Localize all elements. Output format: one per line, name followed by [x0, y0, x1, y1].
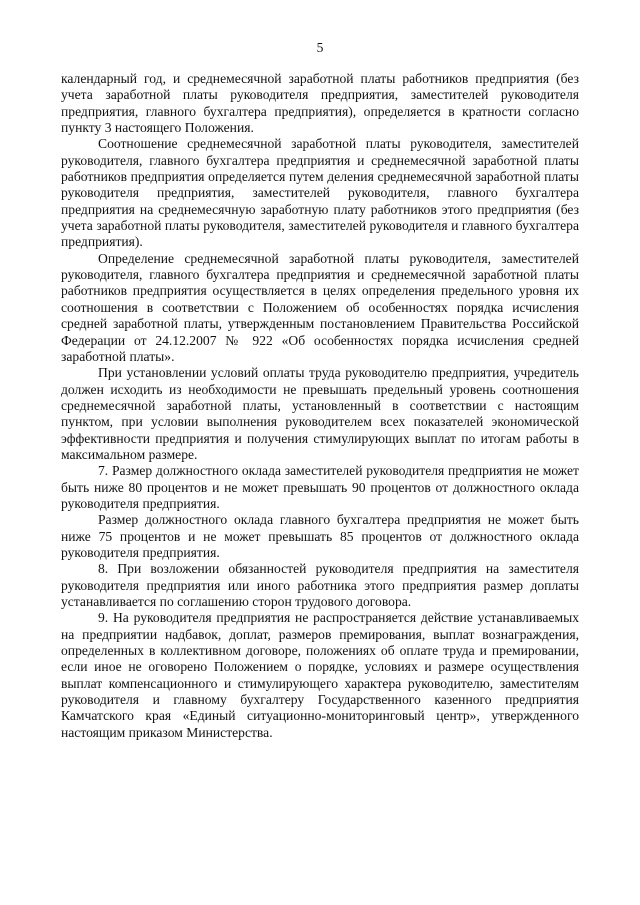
paragraph-average-salary: Определение среднемесячной заработной платы руководителя, заместителей руководителя, главного бухгалтера предприятия и среднемесячной заработной платы работников предприятия осуществляется в целях определения предельного уровня их соотношения в соответствии с Положением об особенностях порядка исчисления средней заработной платы, утвержденным постановлением Правительства Российской Федерации от 24.12.2007 № 922 «Об особенностях порядка исчисления средней заработной платы».	[61, 250, 579, 364]
paragraph-item-7: 7. Размер должностного оклада заместителей руководителя предприятия не может быть ниже 80 процентов и не может превышать 90 процентов от должностного оклада руководителя предприятия.	[61, 463, 579, 511]
paragraph-ratio-definition: Соотношение среднемесячной заработной платы руководителя, заместителей руководителя, главного бухгалтера предприятия и среднемесячной заработной платы работников предприятия определяется путем деления среднемесячной заработной платы руководителя предприятия, заместителей руководителя, главного бухгалтера предприятия на среднемесячную заработную плату работников этого предприятия (без учета заработной платы руководителя, заместителей руководителя и главного бухгалтера предприятия).	[61, 136, 579, 250]
page-number: 5	[316, 40, 324, 55]
paragraph-item-8: 8. При возложении обязанностей руководителя предприятия на заместителя руководителя предприятия или иного работника этого предприятия размер доплаты устанавливается по соглашению сторон трудового договора.	[61, 561, 579, 609]
paragraph-chief-accountant-salary: Размер должностного оклада главного бухгалтера предприятия не может быть ниже 75 процентов и не может превышать 85 процентов от должностного оклада руководителя предприятия.	[61, 512, 579, 560]
body-text	[61, 71, 579, 741]
paragraph-continuation: календарный год, и среднемесячной заработной платы работников предприятия (без учета заработной платы руководителя предприятия, заместителей руководителя предприятия, главного бухгалтера предприятия), определяется в кратности согласно пункту 3 настоящего Положения.	[61, 71, 579, 136]
paragraph-founder-conditions: При установлении условий оплаты труда руководителю предприятия, учредитель должен исходить из необходимости не превышать предельный уровень соотношения среднемесячной заработной платы, установленный в соответствии с настоящим пунктом, при условии выполнения руководителем всех показателей экономической эффективности предприятия и получения стимулирующих выплат по итогам работы в максимальном размере.	[61, 365, 579, 462]
paragraph-item-9: 9. На руководителя предприятия не распространяется действие устанавливаемых на предприятии надбавок, доплат, размеров премирования, выплат вознаграждения, определенных в коллективном договоре, положениях об оплате труда и премировании, если иное не оговорено Положением о порядке, условиях и размере осуществления выплат компенсационного и стимулирующего характера руководителю, заместителям руководителя и главному бухгалтеру Государственного казенного предприятия Камчатского края «Единый ситуационно-мониторинговый центр», утвержденного настоящим приказом Министерства.	[61, 610, 579, 740]
